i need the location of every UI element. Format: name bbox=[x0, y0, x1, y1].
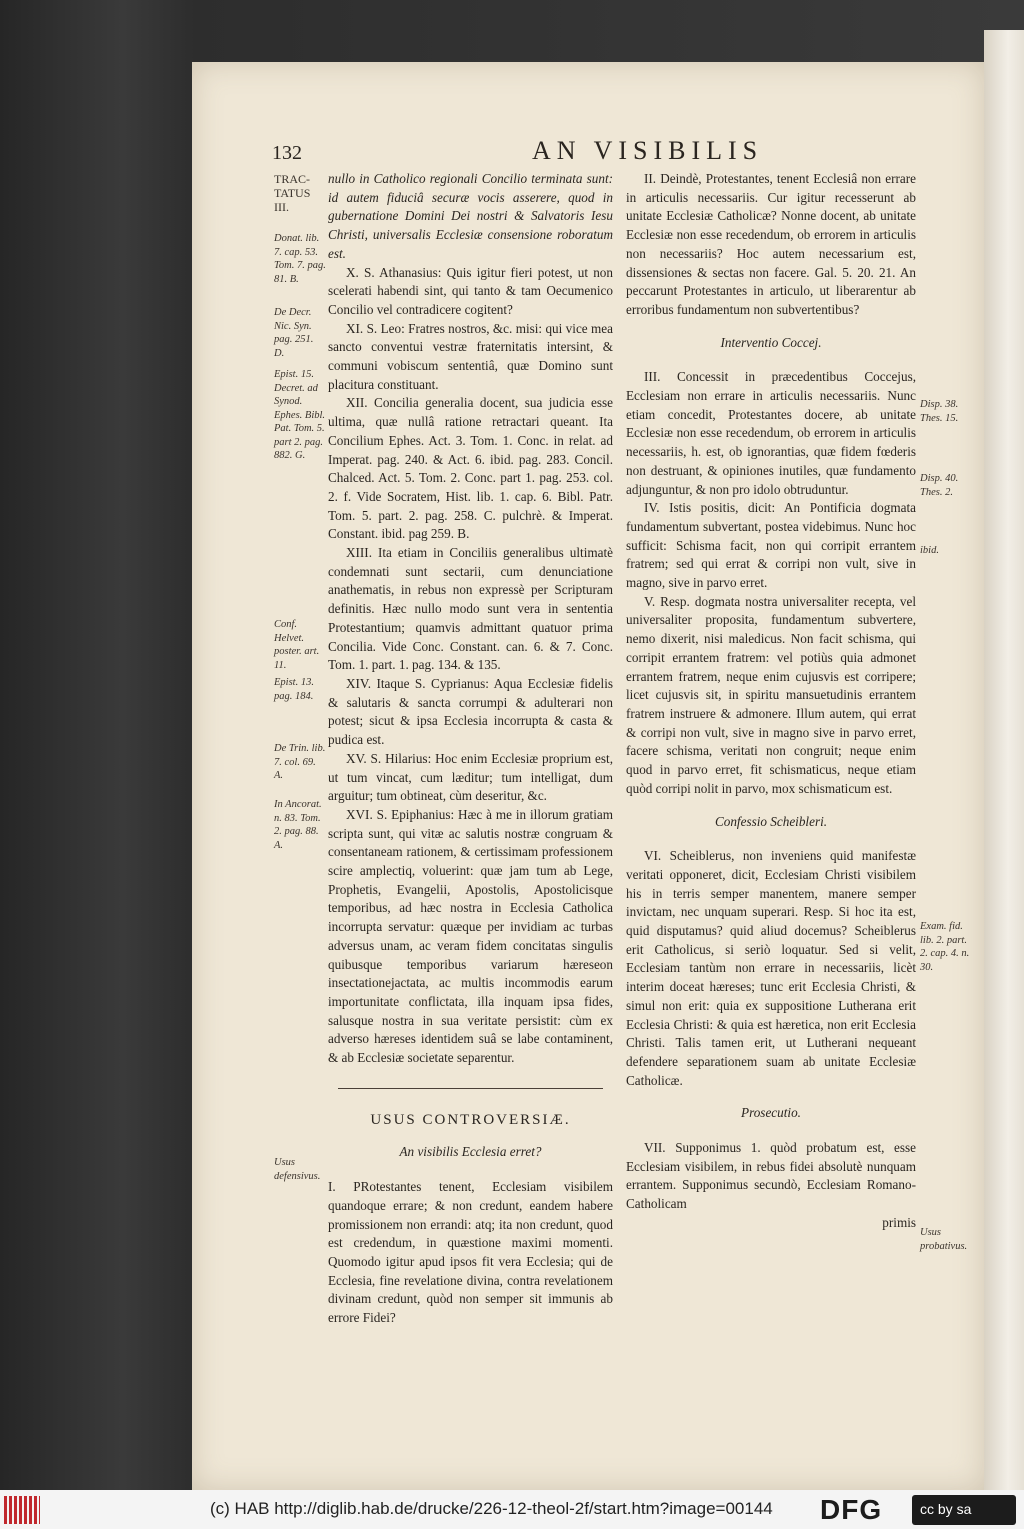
margin-note-right: Exam. fid. lib. 2. part. 2. cap. 4. n. 30. bbox=[920, 921, 970, 973]
paragraph: XVI. S. Epiphanius: Hæc à me in illorum gratiam scripta sunt, qui vitæ ac salutis nostræ congruam & consentaneam rationem, & certissimam professionem scire amplectiq, voluerint: quæ jam tum ab Lege, Prophetis, Evangelii, Apostolis, Apostolicisque temporibus, ad hæc nostra in Ecclesia Catholica incorrupta servatur: quæque per invidiam ac turbas adversus unam, ac veram fidem concitatas singulis quibusque temporibus variarum hæreseon insectationejactata, ac multis incommodis earum importunitate conflictata, illa inquam ipsa fides, salusque nostra in sua veritate persistit: cùm ex adverso hæreses identidem suâ se labe contaminent, & ab Ecclesiæ societate separentur. bbox=[328, 806, 613, 1066]
cc-license-badge[interactable] bbox=[912, 1495, 1016, 1525]
paragraph: XIII. Ita etiam in Conciliis generalibus ultimatè condemnati sunt sectarii, cum denunciatione anathematis, in rebus non expressè per Scripturam definitis. Hæc nullo modo sunt vera in sententia Protestantium; quamvis admittant quatuor prima Concilia. Vide Conc. Constant. can. 6. & 7. Conc. Tom. 1. part. 1. pag. 134. & 135. bbox=[328, 545, 613, 673]
paragraph: XV. S. Hilarius: Hoc enim Ecclesiæ proprium est, ut tum vincat, cum læditur; tum intelligat, dum arguitur; tum obtineat, cùm deseritur, &c. bbox=[328, 750, 613, 804]
section-subtitle: Confessio Scheibleri. bbox=[714, 813, 828, 829]
right-column bbox=[626, 170, 916, 1233]
catchword: primis bbox=[882, 1214, 916, 1230]
margin-note-right: Usus probativus. bbox=[920, 1227, 968, 1252]
paragraph: XII. Concilia generalia docent, sua judicia esse ultima, quæ nullâ ratione retractari queant. Ita Concilium Ephes. Act. 3. Tom. 1. Conc. in relat. ad Imperat. pag. 240. & Act. 6. ibid. pag. 283. Concil. Chalced. Act. 5. Tom. 2. Conc. part 1. pag. 253. col. 2. f. Vide Socratem, Hist. lib. 1. cap. 6. Bibl. Patr. Tom. 5. part. 2. pag. 258. C. pulchrè. & Imperat. Constant. ibid. pag 259. B. bbox=[328, 395, 613, 542]
paragraph: XIV. Itaque S. Cyprianus: Aqua Ecclesiæ fidelis & salutaris & sancta corrumpi & adulterari non potest; sicut & ipsa Ecclesia incorrupta & casta & pudica est. bbox=[328, 675, 613, 748]
margin-note-tractatus: TRAC-TATUS III. bbox=[274, 172, 311, 214]
section-heading: USUS CONTROVERSIÆ. bbox=[370, 1111, 571, 1128]
section-subtitle: Interventio Coccej. bbox=[720, 334, 822, 350]
paragraph: VII. Supponimus 1. quòd probatum est, esse Ecclesiam visibilem, in rebus fidei absolutè nunquam errantem. Supponimus secundò, Ecclesiam Romano-Catholicam bbox=[626, 1140, 916, 1212]
margin-note-right: ibid. bbox=[920, 545, 939, 556]
page-header bbox=[272, 136, 912, 172]
paragraph: V. Resp. dogmata nostra universaliter recepta, vel universaliter proposita, fundamentum subvertere, nemo dixerit, nisi maledicus. Non facit schisma, qui corripit errantem fratrem: vel potiùs quia admonet errantem fratrem, neque enim cujusvis est corripere; licet cujusvis sit, in spiritu mansuetudinis errantem fratrem instruere & admonere. Illum autem, qui errat & corripi non vult, sive in magno sive in parvo erret, facere schisma, veritati non congruit; neque enim quod in parvo erret, fit schismaticus, neque etiam quòd corripi nolit in parvo, mox schismaticum est. bbox=[626, 593, 916, 796]
next-page-edge bbox=[984, 30, 1024, 1490]
margin-note-left: Conf. Helvet. poster. art. 11. bbox=[274, 619, 320, 671]
margin-note-left: Usus defensivus. bbox=[274, 1157, 321, 1182]
paragraph: VI. Scheiblerus, non inveniens quid manifestæ veritati opponeret, dicit, Ecclesiam Christi visibilem his in terris semper manentem, manere semper invictam, nec unquam superari. Resp. Si hoc ita est, quid disputamus? quid aliud docemus? Scheiblerus erit Catholicus, si seriò loquatur. Sed si velit, Ecclesiam tantùm non errare in necessariis, licèt interim doceat hæreses; tunc erit Ecclesia Christi, & simul non erit: quia ex suppositione Lutherana erit Ecclesia Christi: & quia est hæretica, non erit Ecclesia Christi. Talis tamen erit, ut Lutherani nequeant defendere separationem suam ab unitate Ecclesiæ Catholicæ. bbox=[626, 848, 916, 1088]
cc-license-label: cc by sa bbox=[920, 1501, 972, 1517]
left-column bbox=[328, 170, 613, 1328]
margin-note-left: Epist. 15. Decret. ad Synod. Ephes. Bibl. Pat. Tom. 5. part 2. pag. 882. G. bbox=[274, 369, 326, 461]
paragraph: IV. Istis positis, dicit: An Pontificia dogmata fundamentum subvertant, postea videbimus. Nunc hoc sufficit: Schisma facit, non qui corripit errantem fratrem; sed qui errat & corripi non vult, sive in magno, sive in parvo erret. bbox=[626, 500, 916, 591]
footer-bar bbox=[0, 1490, 1024, 1529]
attribution-link[interactable]: (c) HAB http://diglib.hab.de/drucke/226-12-theol-2f/start.htm?image=00144 bbox=[210, 1499, 773, 1518]
dfg-logo: DFG bbox=[820, 1494, 883, 1525]
section-subtitle: Prosecutio. bbox=[741, 1105, 801, 1121]
margin-note-left: Donat. lib. 7. cap. 53. Tom. 7. pag. 81. B. bbox=[274, 233, 326, 285]
section-subtitle: An visibilis Ecclesia erret? bbox=[399, 1144, 542, 1160]
margin-note-left: De Trin. lib. 7. col. 69. A. bbox=[274, 743, 326, 781]
page-number: 132 bbox=[272, 142, 302, 164]
paragraph: III. Concessit in præcedentibus Coccejus, Ecclesiam non errare in articulis necessariis. Nunc etiam concedit, Protestantes docere, ab unitate Ecclesiæ non esse recedendum, ob errorem in articulis necessariis, h. est, ob ignorantias, quæ fidem fœderis non destruant, & opiniones inutiles, quæ fundamento adjunguntur, & non pro idolo obtruduntur. bbox=[626, 369, 916, 497]
hab-logo-icon bbox=[4, 1496, 40, 1524]
running-title: AN VISIBILIS bbox=[532, 136, 764, 165]
paragraph: X. S. Athanasius: Quis igitur fieri potest, ut non scelerati habendi sint, qui tanto & tam Oecumenico Concilio vel contradicere cogitent? bbox=[328, 264, 613, 317]
section-divider bbox=[338, 1088, 603, 1089]
margin-note-right: Disp. 40. Thes. 2. bbox=[920, 473, 959, 498]
margin-note-left: In Ancorat. n. 83. Tom. 2. pag. 88. A. bbox=[274, 799, 322, 851]
margin-note-right: Disp. 38. Thes. 15. bbox=[920, 399, 959, 424]
paragraph: I. PRotestantes tenent, Ecclesiam visibilem quandoque errare; & non credunt, eandem habere promissionem non errandi: atq; ita non credunt, quod est credendum, in quæstione maximi momenti. Quomodo igitur apud ipsos fit vera Ecclesia; qui de Ecclesia, fine revelatione divina, contra revelationem divinam credunt, quòd non semper sit immunis ab errore Fidei? bbox=[328, 1179, 613, 1326]
paragraph: II. Deindè, Protestantes, tenent Ecclesiâ non errare in articulis necessariis. Cur igitur recesserunt ab unitate Ecclesiæ Catholicæ? Nonne docent, ab unitate Ecclesiæ non esse recedendum, ob errorem in articulis non necessariis? Hoc autem necessarium est, dissensiones & sectas non facere. Gal. 5. 20. 21. An peccarunt Protestantes in articulo, ut liberarentur ab erroribus fundamentum non subvertentibus? bbox=[626, 171, 916, 317]
margin-note-left: De Decr. Nic. Syn. pag. 251. D. bbox=[274, 307, 314, 359]
book-page bbox=[192, 62, 984, 1490]
paragraph: nullo in Catholico regionali Concilio terminata sunt: id autem fiduciâ securæ vocis asserere, quod in gubernatione Domini Dei nostri & Salvatoris Iesu Christi, universalis Ecclesiæ consensione roboratum est. bbox=[328, 171, 613, 261]
margin-note-left: Epist. 13. pag. 184. bbox=[274, 677, 314, 702]
paragraph: XI. S. Leo: Fratres nostros, &c. misi: qui vice mea sancto conventui vestræ fraternitatis intersint, & communi vobiscum sententiâ, quæ Domino sunt placitura constituant. bbox=[328, 320, 613, 392]
